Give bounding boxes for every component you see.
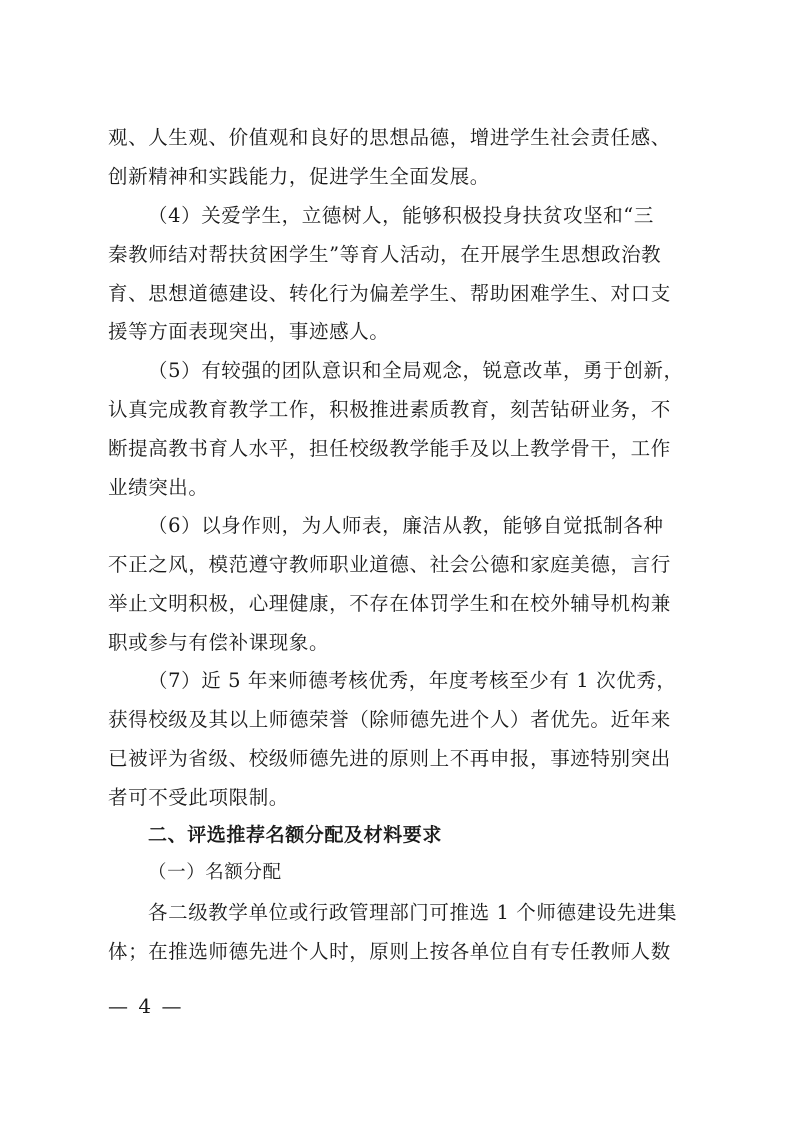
text-line: 业绩突出。 [108,476,209,499]
text-line: 断提高教书育人水平，担任校级教学能手及以上教学骨干，工作 [108,437,671,460]
text-line: 援等方面表现突出，事迹感人。 [108,320,390,343]
text-line: 各二级教学单位或行政管理部门可推选 1 个师德建设先进集 [148,901,678,924]
text-line: 已被评为省级、校级师德先进的原则上不再申报，事迹特别突出 [108,747,671,770]
section-heading: 二、评选推荐名额分配及材料要求 [148,824,443,846]
text-line: 者可不受此项限制。 [108,786,289,809]
page-number: — 4 — [108,994,184,1018]
text-line: （6）以身作则，为人师表，廉洁从教，能够自觉抵制各种 [148,514,664,537]
text-line: 秦教师结对帮扶贫困学生”等育人活动，在开展学生思想政治教 [108,243,662,266]
text-line: 举止文明积极，心理健康，不存在体罚学生和在校外辅导机构兼 [108,592,671,615]
text-line: 职或参与有偿补课现象。 [108,631,330,654]
text-line: （5）有较强的团队意识和全局观念，锐意改革，勇于创新， [148,359,684,382]
text-line: 认真完成教育教学工作，积极推进素质教育，刻苦钻研业务，不 [108,398,671,421]
text-line: 创新精神和实践能力，促进学生全面发展。 [108,165,490,188]
text-line: 获得校级及其以上师德荣誉（除师德先进个人）者优先。近年来 [108,708,671,731]
text-line: 观、人生观、价值观和良好的思想品德，增进学生社会责任感、 [108,126,671,149]
subsection-heading: （一）名额分配 [148,862,282,883]
text-line: 不正之风，模范遵守教师职业道德、社会公德和家庭美德，言行 [108,553,671,576]
text-line: （7）近 5 年来师德考核优秀，年度考核至少有 1 次优秀， [148,669,677,692]
text-line: 育、思想道德建设、转化行为偏差学生、帮助困难学生、对口支 [108,282,671,305]
text-line: （4）关爱学生，立德树人，能够积极投身扶贫攻坚和“三 [148,204,654,227]
text-line: 体；在推选师德先进个人时，原则上按各单位自有专任教师人数 [108,940,671,963]
